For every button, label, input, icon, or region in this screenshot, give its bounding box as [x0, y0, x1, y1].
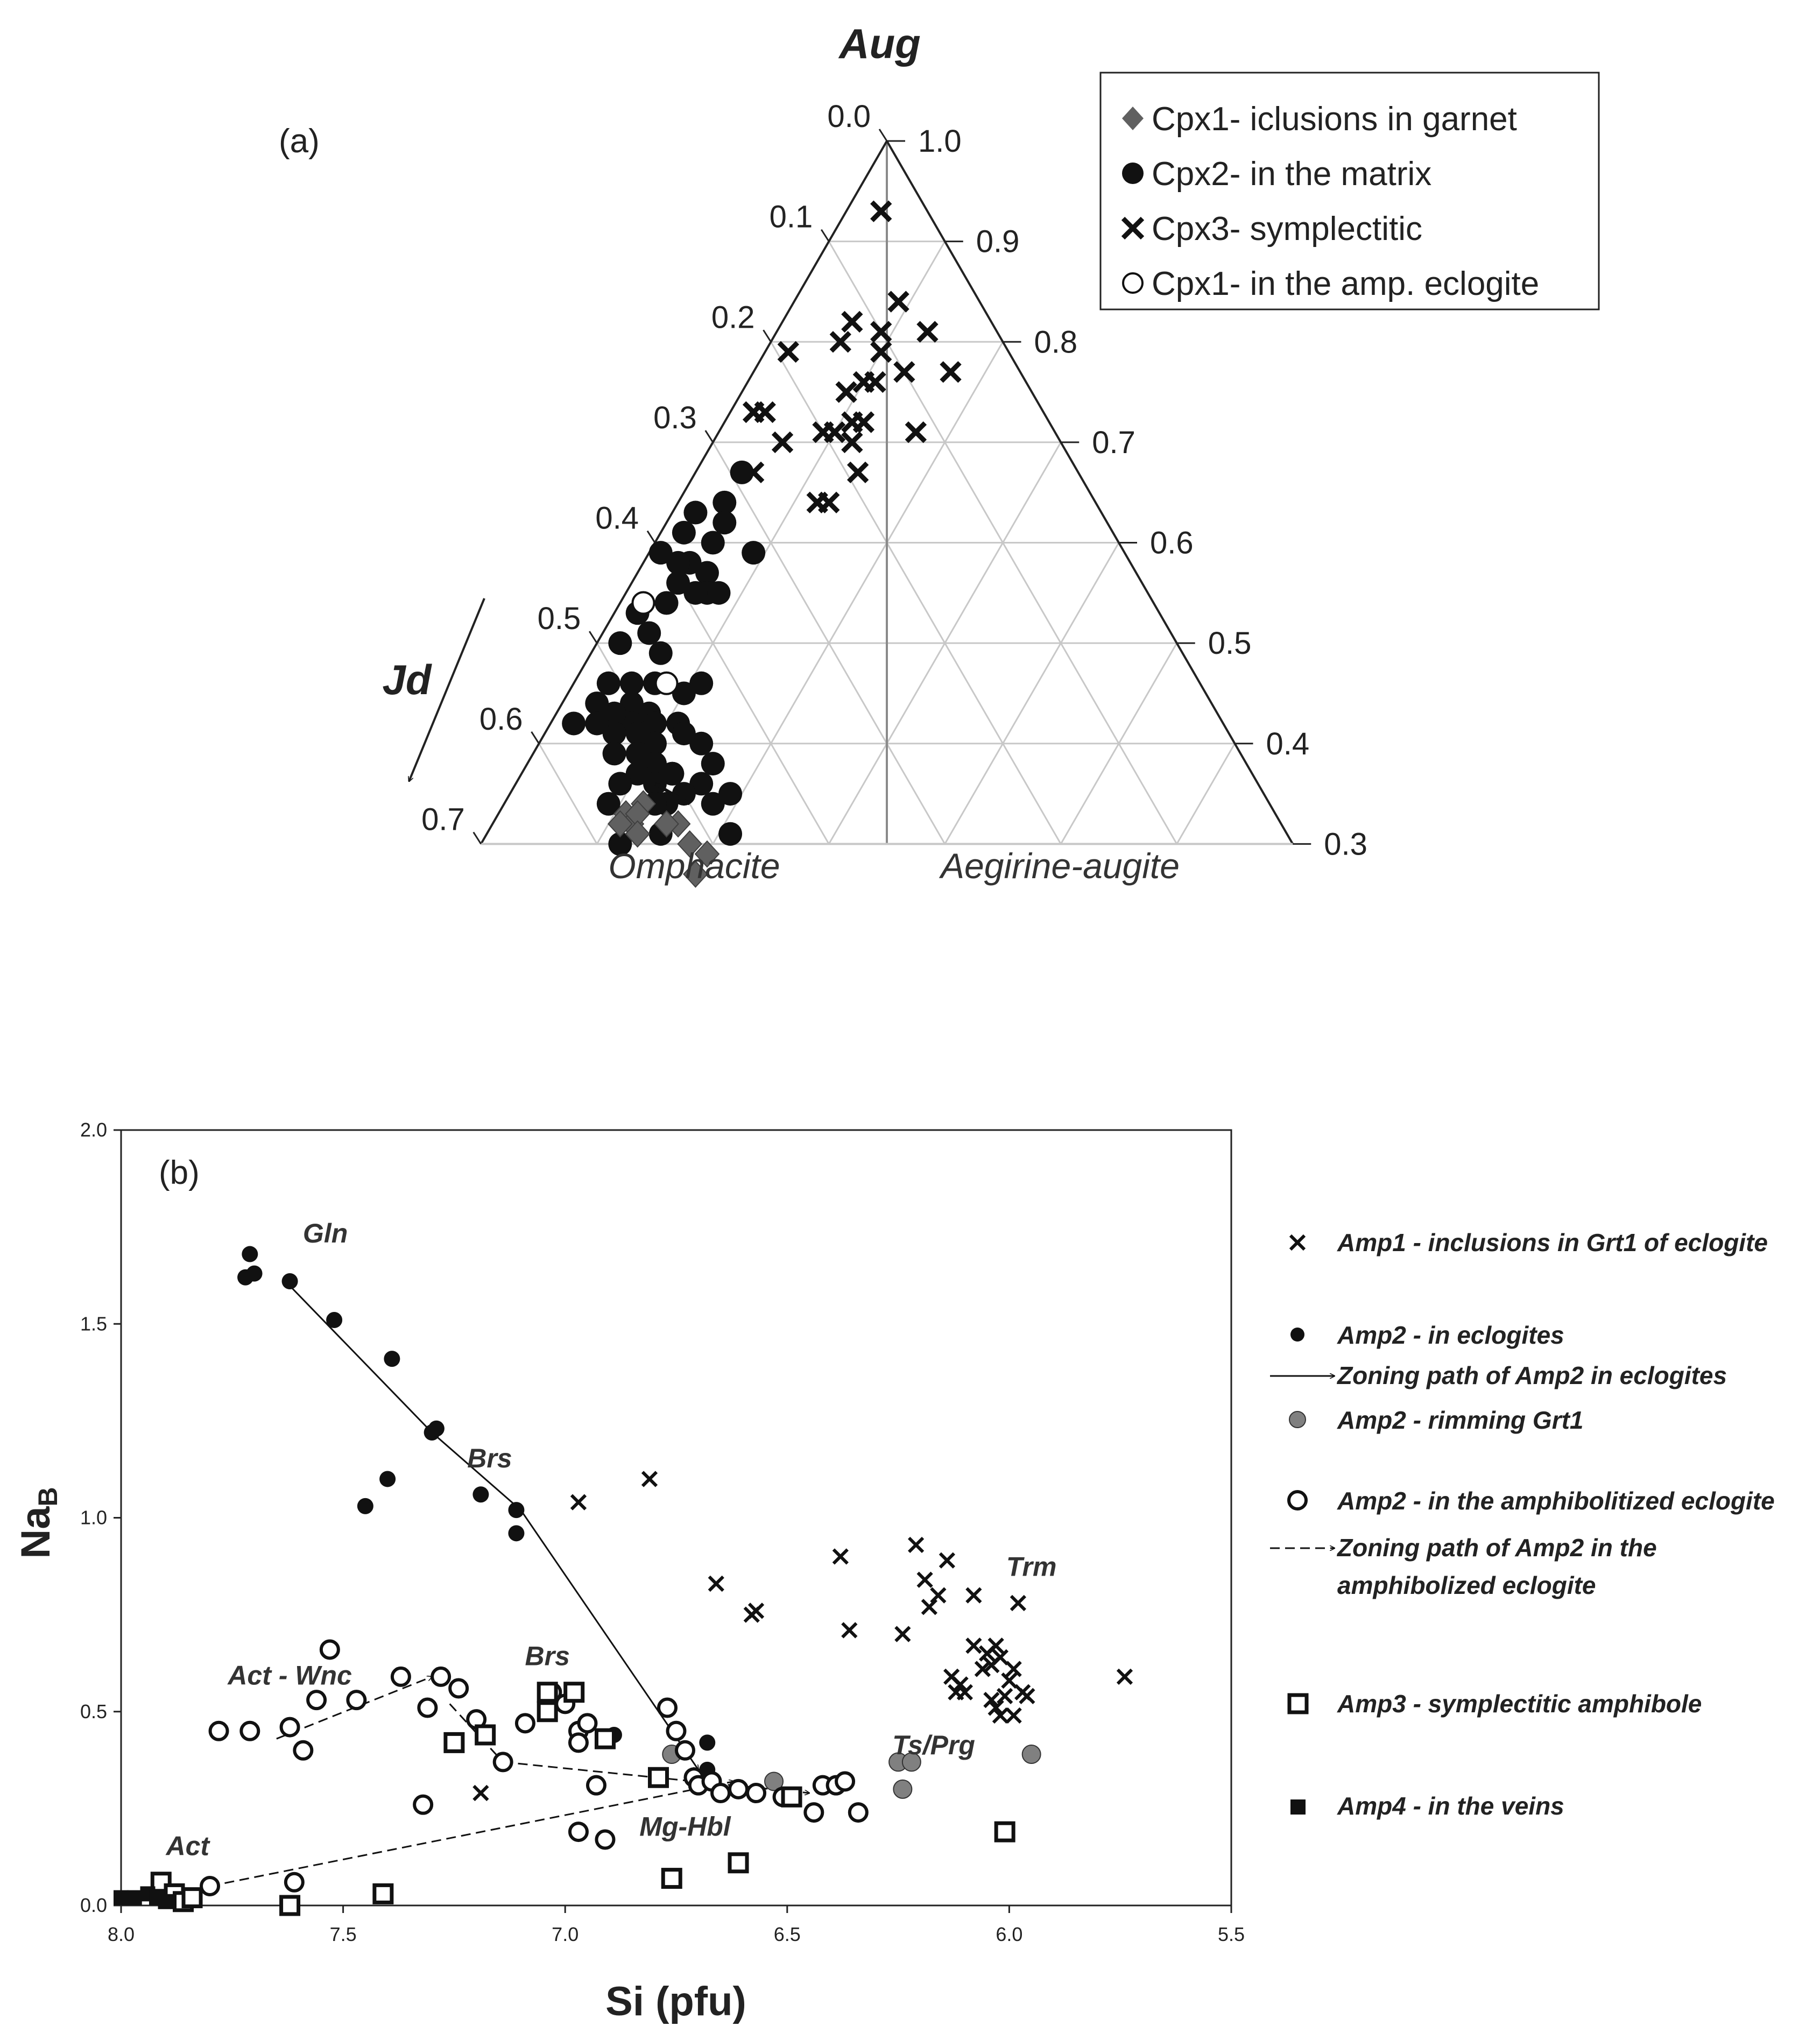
- amp2-eclogite-point: [357, 1498, 373, 1514]
- tick-mark: [589, 631, 597, 643]
- ternary-left-tick-label: 0.1: [769, 199, 813, 235]
- y-tick-label: 1.0: [80, 1506, 107, 1529]
- cpx2-point: [742, 541, 765, 564]
- amp2-amph-point: [517, 1714, 534, 1732]
- amp2-amph-point: [286, 1874, 303, 1891]
- cpx3-point: [744, 403, 763, 421]
- legend-a-item: [1122, 101, 1517, 138]
- ternary-right-tick-label: 0.6: [1150, 525, 1194, 561]
- cpx1-amp-point: [656, 673, 678, 694]
- amp2-eclogite-point: [282, 1273, 298, 1289]
- tick-mark: [706, 430, 713, 442]
- cpx2-point: [701, 792, 725, 816]
- amp2-eclogite-point: [384, 1351, 400, 1367]
- ternary-right-tick-label: 0.9: [976, 224, 1020, 259]
- gray-circle-marker-icon: [1289, 1411, 1306, 1428]
- legend-b-label: Amp2 - in the amphibolitized eclogite: [1337, 1487, 1775, 1515]
- amp2-amph-point: [668, 1723, 685, 1740]
- x-marker-icon: [1290, 1236, 1304, 1250]
- amp2-amph-point: [495, 1753, 512, 1770]
- amp4-point: [158, 1894, 173, 1909]
- legend-b-label: Amp4 - in the veins: [1337, 1792, 1564, 1820]
- cpx3-point: [779, 343, 798, 361]
- cpx2-point: [603, 742, 626, 765]
- cpx2-point: [718, 822, 742, 846]
- amp3-point: [184, 1889, 201, 1907]
- ternary-points: [562, 199, 960, 887]
- amp3-point: [650, 1769, 667, 1786]
- amp2-amph-point: [392, 1668, 410, 1685]
- legend-b-label: Amp2 - in eclogites: [1337, 1321, 1564, 1349]
- mineral-annotation: Mg-Hbl: [639, 1811, 731, 1842]
- cpx2-point: [672, 722, 696, 745]
- x-tick-label: 6.5: [773, 1923, 801, 1945]
- grid-line: [771, 342, 1061, 844]
- amp2-amph-point: [241, 1723, 258, 1740]
- y-tick-label: 1.5: [80, 1312, 107, 1335]
- open-square-marker-icon: [1289, 1695, 1307, 1712]
- y-tick-label: 0.0: [80, 1894, 107, 1916]
- amp4-point: [127, 1890, 142, 1905]
- cpx2-point: [655, 591, 679, 615]
- ternary-right-tick-label: 0.8: [1034, 324, 1078, 360]
- legend-a-label: Cpx2- in the matrix: [1152, 156, 1432, 193]
- legend-b-label: Zoning path of Amp2 in eclogites: [1337, 1361, 1727, 1389]
- amp2-amph-point: [321, 1641, 338, 1658]
- cpx3-point: [895, 363, 913, 381]
- field-label-omphacite: Omphacite: [608, 846, 780, 886]
- amp3-point: [663, 1870, 680, 1887]
- amp3-point: [596, 1730, 613, 1747]
- cpx2-point: [713, 511, 736, 534]
- plot-frame-b: [121, 1130, 1231, 1905]
- amp3-point: [783, 1788, 800, 1805]
- amp2-amph-point: [836, 1773, 853, 1790]
- tick-mark: [474, 832, 481, 844]
- amp3-point: [996, 1823, 1013, 1840]
- legend-a-item: [1123, 265, 1539, 302]
- legend-a: [1101, 73, 1599, 309]
- y-axis-label-group: [13, 1487, 63, 1558]
- cpx2-point: [608, 631, 632, 655]
- cpx2-point: [562, 711, 585, 735]
- amp2-amph-point: [201, 1877, 218, 1895]
- panel-label-a: (a): [279, 123, 320, 160]
- amp3-point: [566, 1684, 583, 1701]
- amp2-amph-point: [281, 1719, 299, 1736]
- cpx2-point: [585, 711, 609, 735]
- y-tick-label: 2.0: [80, 1119, 107, 1141]
- amp2-eclogite-point: [326, 1312, 342, 1328]
- mineral-annotation: Act - Wnc: [228, 1660, 352, 1691]
- amp2-eclogite-point: [508, 1525, 524, 1541]
- ternary-right-tick-label: 0.3: [1324, 827, 1367, 862]
- amp2-rim-point: [893, 1780, 912, 1798]
- amp2-amph-point: [805, 1804, 822, 1821]
- legend-b-label: Zoning path of Amp2 in the: [1337, 1534, 1657, 1562]
- ternary-left-tick-label: 0.4: [595, 500, 639, 536]
- ternary-right-tick-label: 1.0: [918, 124, 962, 159]
- amp2-rim-point: [1022, 1745, 1041, 1763]
- cpx3-point: [837, 383, 856, 401]
- ternary-left-tick-label: 0.2: [711, 300, 755, 335]
- amp3-point: [375, 1885, 392, 1902]
- amp3-point: [539, 1703, 556, 1720]
- apex-label-jd: Jd: [382, 656, 432, 703]
- legend-a-label: Cpx3- symplectitic: [1152, 210, 1422, 248]
- legend-b: [1270, 1229, 1775, 1820]
- legend-b-label: Amp1 - inclusions in Grt1 of eclogite: [1337, 1229, 1768, 1257]
- amp2-eclogite-point: [246, 1266, 263, 1282]
- dot-marker-icon: [1290, 1328, 1304, 1342]
- mineral-annotation: Trm: [1006, 1551, 1057, 1582]
- tick-mark: [879, 129, 887, 141]
- amp2-eclogite-point: [379, 1471, 396, 1487]
- ternary-right-tick-label: 0.7: [1092, 425, 1135, 460]
- amp3-point: [730, 1854, 747, 1872]
- legend-a-label: Cpx1- iclusions in garnet: [1152, 101, 1517, 138]
- cpx3-point: [808, 493, 827, 512]
- cpx3-point: [849, 463, 867, 482]
- cpx3-point: [843, 413, 861, 432]
- amp2-amph-point: [570, 1823, 587, 1840]
- ternary-right-tick-label: 0.5: [1208, 626, 1252, 661]
- cpx2-point: [683, 581, 707, 605]
- scatter-plot: [13, 1119, 1775, 2024]
- amp2-amph-point: [348, 1691, 365, 1709]
- cpx2-point: [701, 531, 725, 555]
- panel-label-b: (b): [159, 1154, 200, 1191]
- filled-square-marker-icon: [1290, 1799, 1306, 1815]
- amp2-eclogite-point: [699, 1734, 715, 1750]
- amp2-amph-point: [747, 1784, 765, 1802]
- tick-mark: [647, 531, 655, 543]
- x-axis-label: Si (pfu): [605, 1979, 746, 2024]
- x-tick-label: 8.0: [107, 1923, 135, 1945]
- cpx3-point: [855, 373, 873, 391]
- amp3-point: [477, 1726, 494, 1743]
- mineral-annotation: Brs: [467, 1443, 512, 1473]
- grid-line: [1177, 744, 1235, 844]
- ternary-left-tick-label: 0.0: [827, 99, 871, 134]
- cpx2-point: [608, 772, 632, 795]
- legend-a-item: [1123, 210, 1422, 248]
- ternary-plot: [279, 20, 1599, 887]
- amp2-amph-point: [596, 1831, 613, 1848]
- cpx2-point: [649, 541, 673, 564]
- x-tick-label: 7.5: [329, 1923, 357, 1945]
- cpx3-point: [890, 293, 908, 311]
- amp2-amph-point: [294, 1742, 312, 1759]
- amp3-point: [281, 1897, 299, 1914]
- amp2-amph-point: [414, 1796, 432, 1813]
- cpx3-point: [843, 313, 861, 331]
- cpx2-point: [637, 621, 661, 645]
- x-tick-label: 5.5: [1217, 1923, 1245, 1945]
- cpx2-point: [597, 672, 620, 695]
- amp3-point: [446, 1734, 463, 1751]
- amp2-amph-point: [676, 1742, 694, 1759]
- legend-b-label: Amp2 - rimming Grt1: [1337, 1406, 1584, 1434]
- amp2-amph-point: [210, 1723, 228, 1740]
- mineral-annotation: Act: [166, 1831, 210, 1861]
- cpx3-point: [942, 363, 960, 381]
- y-tick-label: 0.5: [80, 1700, 107, 1723]
- mineral-annotation: Ts/Prg: [892, 1730, 975, 1761]
- amp2-amph-point: [588, 1777, 605, 1794]
- legend-a-item: [1122, 156, 1431, 193]
- ternary-right-tick-label: 0.4: [1266, 726, 1310, 761]
- cpx2-point: [672, 521, 696, 545]
- amp2-eclogite-point: [242, 1246, 258, 1262]
- amp2-eclogite-point: [428, 1421, 445, 1437]
- field-label-aegirine-augite: Aegirine-augite: [941, 846, 1180, 886]
- amp2-amph-point: [659, 1699, 676, 1717]
- ternary-left-tick-label: 0.5: [537, 601, 581, 637]
- legend-a-label: Cpx1- in the amp. eclogite: [1152, 265, 1540, 302]
- tick-mark: [764, 330, 771, 342]
- ternary-left-tick-label: 0.6: [479, 701, 523, 737]
- tick-mark: [532, 732, 539, 744]
- grid-line: [945, 543, 1119, 844]
- y-axis-label: NaB: [13, 1487, 63, 1559]
- open-circle-marker-icon: [1289, 1492, 1306, 1509]
- cpx3-point: [918, 323, 936, 341]
- cpx2-point: [730, 461, 754, 484]
- amp2-amph-point: [419, 1699, 436, 1717]
- open-circle-marker-icon: [1123, 273, 1142, 293]
- amp3-point: [539, 1684, 556, 1701]
- apex-label-aug: Aug: [839, 20, 921, 67]
- legend-b-label: Amp3 - symplectitic amphibole: [1337, 1690, 1702, 1718]
- amp2-amph-point: [308, 1691, 325, 1709]
- tick-mark: [821, 230, 829, 242]
- cpx2-point: [649, 641, 673, 665]
- ternary-left-tick-label: 0.3: [653, 400, 697, 435]
- amp2-amph-point: [570, 1734, 587, 1751]
- cpx1-amp-point: [632, 592, 654, 613]
- amp2-amph-point: [712, 1784, 729, 1802]
- amp4-point: [114, 1890, 129, 1905]
- grid-line: [539, 744, 597, 844]
- cpx2-point: [689, 672, 713, 695]
- x-tick-label: 7.0: [552, 1923, 579, 1945]
- mineral-annotation: Brs: [525, 1641, 570, 1671]
- amp2-eclogite-point: [508, 1502, 524, 1518]
- amp2-amph-point: [579, 1714, 596, 1732]
- amp2-eclogite-point: [472, 1486, 489, 1502]
- cpx3-point: [826, 423, 844, 441]
- legend-b-label: amphibolized eclogite: [1337, 1571, 1596, 1599]
- cpx3-point: [907, 423, 925, 441]
- filled-circle-marker-icon: [1122, 163, 1144, 184]
- cpx2-point: [683, 501, 707, 525]
- amp2-amph-point: [432, 1668, 449, 1685]
- ternary-left-tick-label: 0.7: [421, 802, 465, 837]
- amp2-amph-point: [850, 1804, 867, 1821]
- amp2-amph-point: [450, 1680, 467, 1697]
- x-tick-label: 6.0: [996, 1923, 1023, 1945]
- cpx2-point: [701, 752, 725, 775]
- amp2-amph-point: [730, 1781, 747, 1798]
- mineral-annotation: Gln: [302, 1218, 348, 1248]
